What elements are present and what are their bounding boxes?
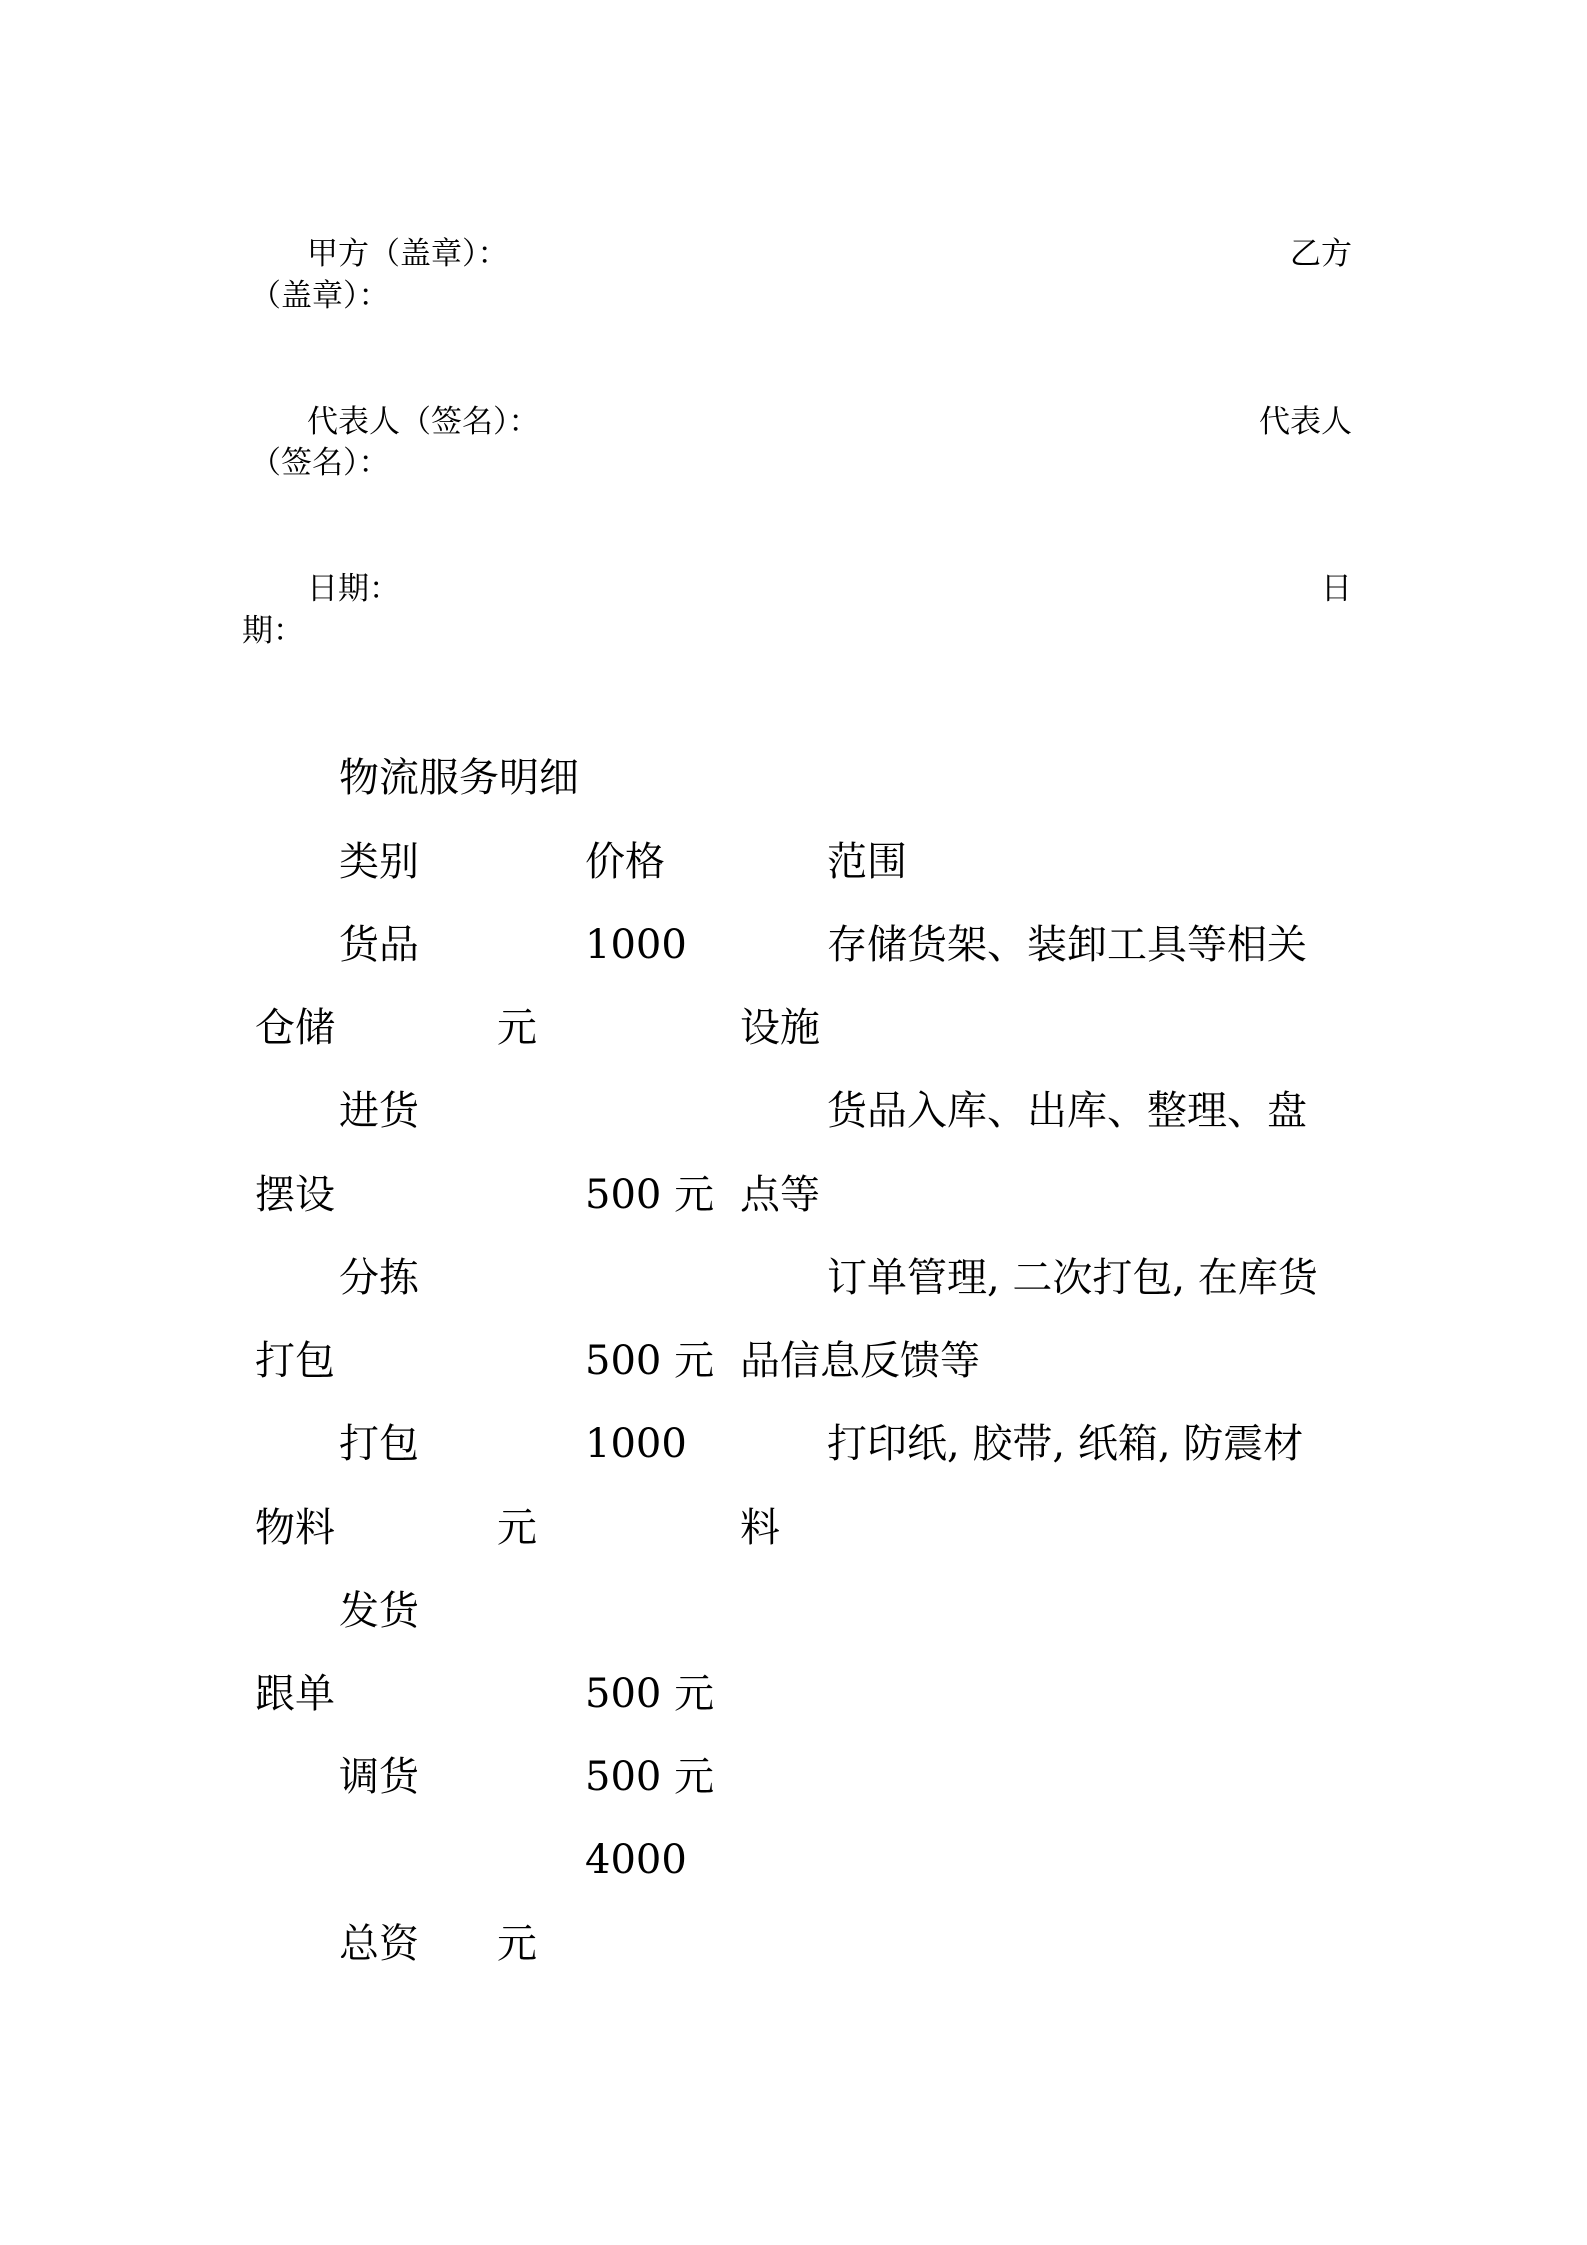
row1-category: 货品 [339,922,419,968]
date-b-label-continued: 期： [242,613,304,649]
row2-category: 进货 [339,1088,419,1134]
row6-price: 500 元 [585,1754,715,1800]
row3-price: 500 元 [585,1338,715,1384]
party-b-seal-label-continued: （盖章）： [250,278,390,314]
row2-category-continued: 摆设 [255,1172,335,1218]
total-label: 总资 [339,1921,419,1967]
rep-b-signature-label-continued: （签名）： [250,445,390,481]
header-price: 价格 [585,839,665,885]
row2-price: 500 元 [585,1172,715,1218]
rep-b-signature-label: 代表人 [1259,404,1352,440]
row4-category: 打包 [339,1421,419,1467]
row4-price-unit: 元 [497,1505,537,1551]
row1-category-continued: 仓储 [255,1005,335,1051]
row2-scope: 货品入库、出库、整理、盘 [827,1088,1307,1134]
details-title: 物流服务明细 [339,755,579,801]
row3-category-continued: 打包 [255,1338,335,1384]
row4-category-continued: 物料 [255,1505,335,1551]
row5-category: 发货 [339,1588,419,1634]
header-category: 类别 [339,839,419,885]
row1-scope: 存储货架、装卸工具等相关 [827,922,1307,968]
row4-price: 1000 [585,1421,687,1467]
row4-scope: 打印纸, 胶带, 纸箱, 防震材 [827,1421,1304,1467]
row5-category-continued: 跟单 [255,1671,335,1717]
row3-scope: 订单管理, 二次打包, 在库货 [827,1255,1318,1301]
row4-scope-continued: 料 [740,1505,780,1551]
row6-category: 调货 [339,1754,419,1800]
date-a-label: 日期： [307,571,400,607]
total-unit: 元 [497,1921,537,1967]
row1-price: 1000 [585,922,687,968]
row2-scope-continued: 点等 [740,1172,820,1218]
row3-scope-continued: 品信息反馈等 [740,1338,980,1384]
header-scope: 范围 [827,839,907,885]
total-amount: 4000 [585,1837,687,1883]
row3-category: 分拣 [339,1255,419,1301]
party-a-seal-label: 甲方（盖章）： [307,236,509,272]
row1-scope-continued: 设施 [740,1005,820,1051]
rep-a-signature-label: 代表人（签名）： [307,404,540,440]
party-b-seal-label: 乙方 [1290,236,1352,272]
row5-price: 500 元 [585,1671,715,1717]
date-b-label: 日 [1321,571,1352,607]
row1-price-unit: 元 [497,1005,537,1051]
